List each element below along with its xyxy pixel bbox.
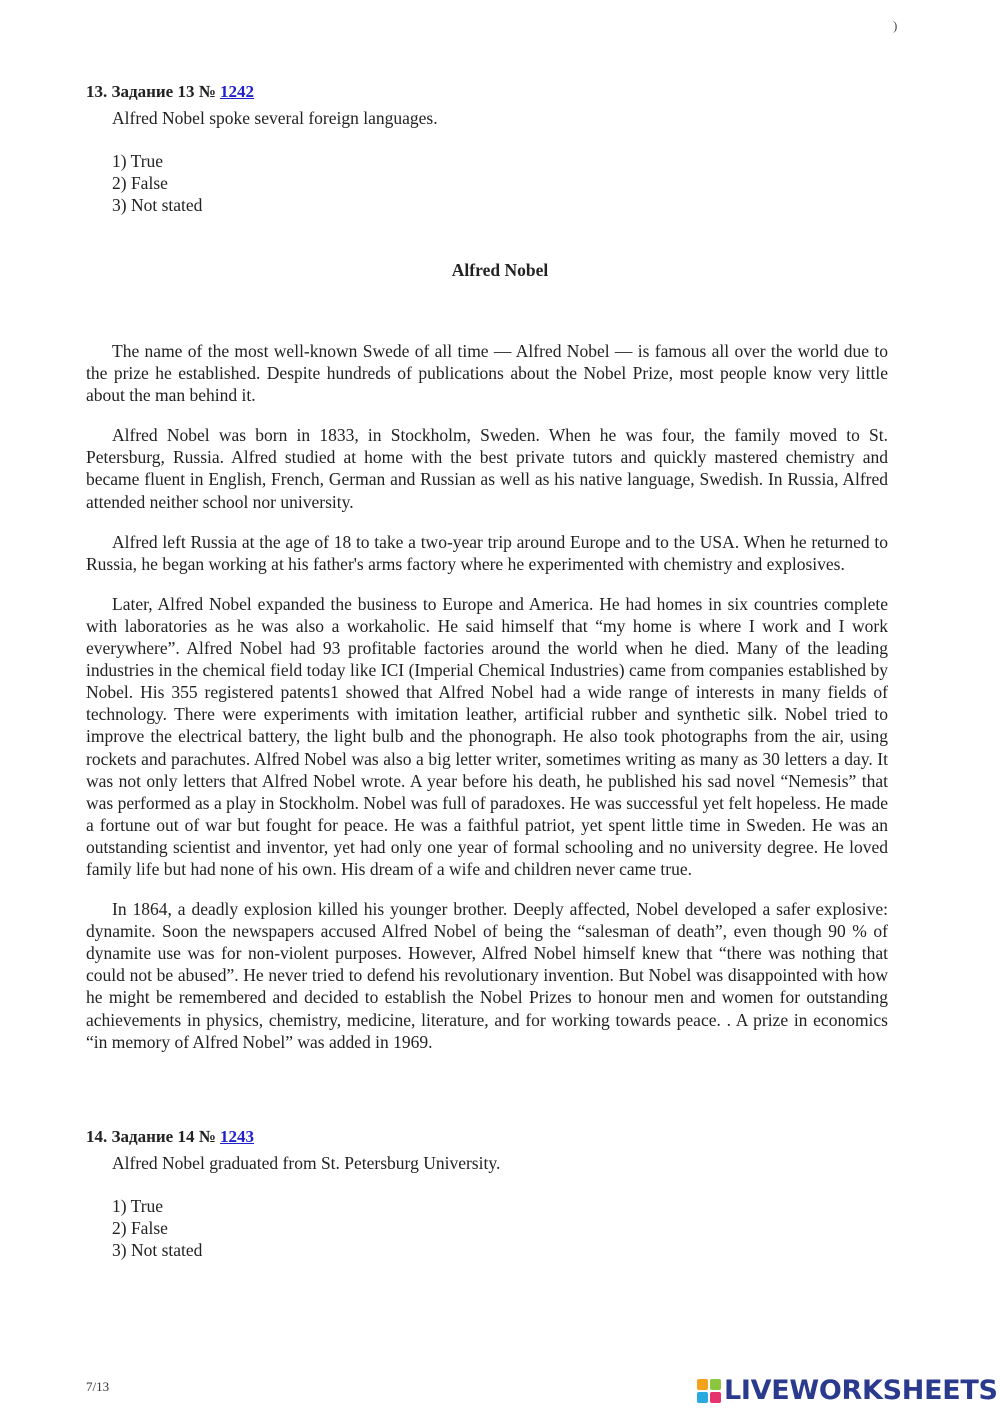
task-14-statement: Alfred Nobel graduated from St. Petersburg University.	[112, 1153, 501, 1173]
task-13-heading	[86, 81, 888, 103]
logo-square	[697, 1392, 708, 1403]
paragraph: Alfred left Russia at the age of 18 to take a two-year trip around Europe and to the USA. When he returned to Russia, he began working at his father's arms factory where he experimented with chemistry and explosives.	[86, 531, 888, 574]
logo-square	[697, 1379, 708, 1390]
task-13	[86, 81, 888, 216]
task-14	[86, 1126, 888, 1261]
task-13-option-false[interactable]: 2) False	[112, 173, 168, 193]
task-14-options	[112, 1195, 888, 1261]
task-14-link[interactable]: 1243	[220, 1127, 255, 1146]
task-13-link[interactable]: 1242	[220, 82, 255, 101]
article	[86, 340, 888, 1071]
paragraph: Later, Alfred Nobel expanded the business to Europe and America. He had homes in six countries complete with laboratories as he was also a workaholic. He said himself that “my home is where I work and I work everywhere”. Alfred Nobel had 93 profitable factories around the world when he died. Many of the leading industries in the chemical field today like ICI (Imperial Chemical Industries) came from companies established by Nobel. His 355 registered patents1 showed that Alfred Nobel had a wide range of interests in many fields of technology. There were experiments with imitation leather, artificial rubber and synthetic silk. Nobel tried to improve the electrical battery, the light bulb and the phonograph. He also took photographs from the air, using rockets and parachutes. Alfred Nobel was also a big letter writer, sometimes writing as many as 30 letters a day. It was not only letters that Alfred Nobel wrote. A year before his death, he published his sad novel “Nemesis” that was performed as a play in Stockholm. Nobel was full of paradoxes. He was successful yet felt hopeless. He made a fortune out of war but fought for peace. He was a faithful patriot, yet spent little time in Sweden. He was an outstanding scientist and inventor, yet had only one year of formal schooling and no university degree. He loved family life but had none of his own. His dream of a wife and children never came true.	[86, 593, 888, 879]
logo-mark-icon	[697, 1379, 721, 1403]
task-14-option-true[interactable]: 1) True	[112, 1196, 164, 1216]
task-14-option-not-stated[interactable]: 3) Not stated	[112, 1240, 203, 1260]
logo-square	[710, 1392, 721, 1403]
text-title: Alfred Nobel	[451, 260, 549, 280]
task-13-statement: Alfred Nobel spoke several foreign languages.	[112, 108, 438, 128]
task-13-option-not-stated[interactable]: 3) Not stated	[112, 195, 203, 215]
corner-mark: )	[893, 18, 898, 33]
liveworksheets-logo[interactable]	[697, 1376, 998, 1406]
task-13-options	[112, 150, 888, 216]
logo-square	[710, 1379, 721, 1390]
task-14-heading	[86, 1126, 888, 1148]
paragraph: The name of the most well-known Swede of all time — Alfred Nobel — is famous all over the world due to the prize he established. Despite hundreds of publications about the Nobel Prize, most people know very little about the man behind it.	[86, 341, 888, 406]
paragraph: In 1864, a deadly explosion killed his younger brother. Deeply affected, Nobel developed a safer explosive: dynamite. Soon the newspapers accused Alfred Nobel of being the “salesman of death”, even though 90 % of dynamite use was for non-violent purposes. However, Alfred Nobel himself knew that “there was nothing that could not be abused”. He never tried to defend his revolutionary invention. But Nobel was disappointed with how he might be remembered and decided to establish the Nobel Prizes to honour men and women for outstanding achievements in physics, chemistry, medicine, literature, and for working towards peace. . A prize in economics “in memory of Alfred Nobel” was added in 1969.	[86, 899, 888, 1052]
task-13-label: Задание 13 №	[111, 82, 216, 101]
page-number: 7/13	[86, 1379, 110, 1394]
task-13-option-true[interactable]: 1) True	[112, 151, 164, 171]
logo-text: LIVEWORKSHEETS	[724, 1375, 998, 1406]
task-14-number: 14.	[86, 1127, 108, 1146]
task-13-number: 13.	[86, 82, 108, 101]
paragraph: Alfred Nobel was born in 1833, in Stockholm, Sweden. When he was four, the family moved to St. Petersburg, Russia. Alfred studied at home with the best private tutors and quickly mastered chemistry and became fluent in English, French, German and Russian as well as his native language, Swedish. In Russia, Alfred attended neither school nor university.	[86, 425, 888, 512]
task-14-option-false[interactable]: 2) False	[112, 1218, 168, 1238]
task-14-label: Задание 14 №	[111, 1127, 216, 1146]
